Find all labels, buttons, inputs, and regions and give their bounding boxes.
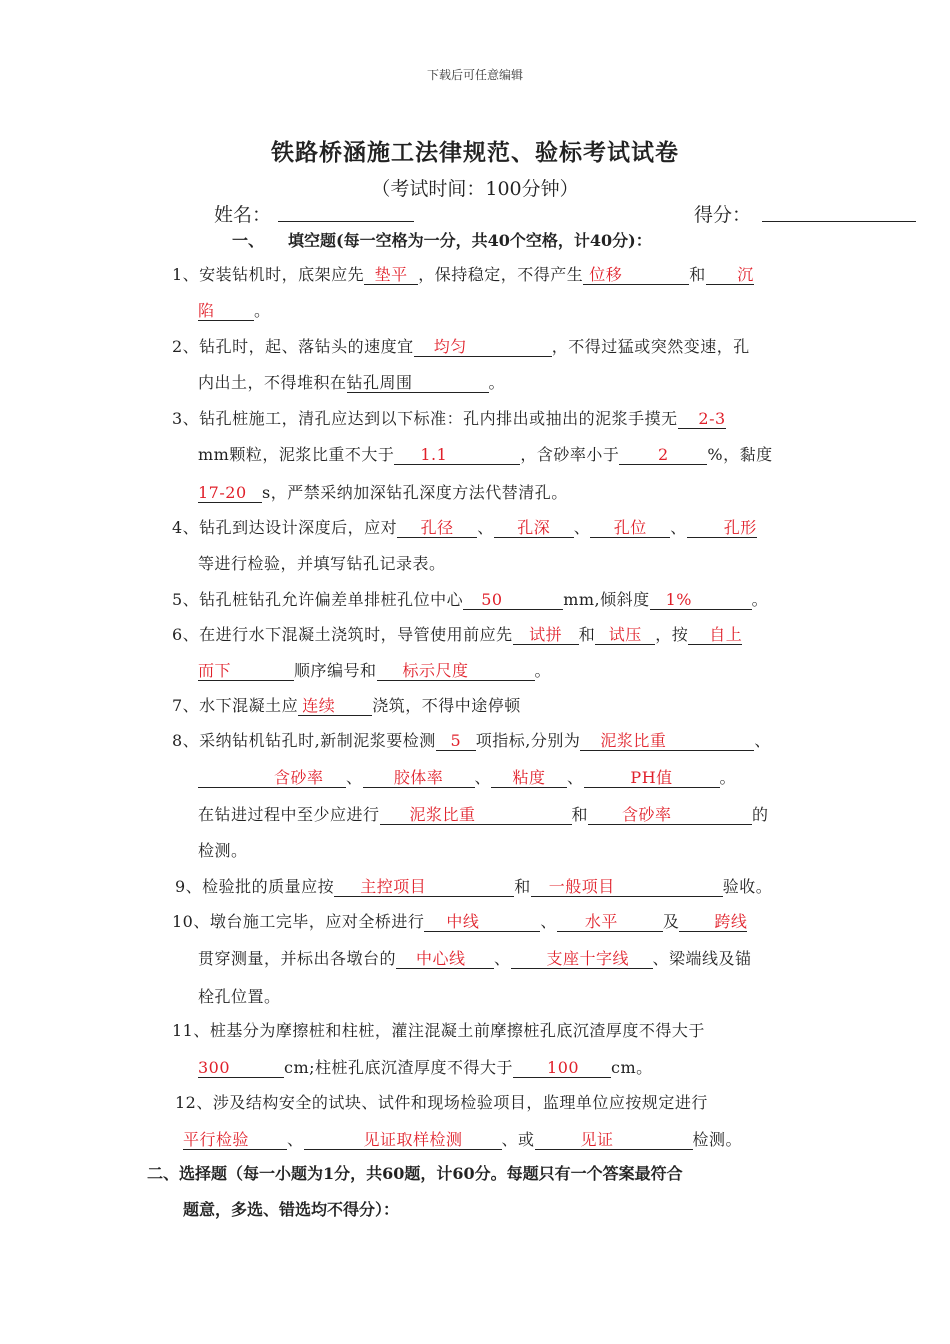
q3-answer-2: 1.1 xyxy=(420,445,448,464)
q6-blank-3b xyxy=(198,662,294,681)
q10-line3 xyxy=(198,984,281,1007)
q1-blank-2 xyxy=(583,266,689,285)
q6-line1 xyxy=(172,622,742,645)
q12-text-a: 12、涉及结构安全的试块、试件和现场检验项目，监理单位应按规定进行 xyxy=(175,1093,708,1112)
q7-text-a: 7、水下混凝土应 xyxy=(172,696,299,715)
q7-blank-1 xyxy=(298,697,372,716)
section2-heading-line2: 题意，多选、错选均不得分）： xyxy=(183,1200,400,1219)
q12-answer-1: 平行检验 xyxy=(183,1130,250,1149)
q7-line1 xyxy=(172,693,521,716)
q10-blank-1 xyxy=(424,913,540,932)
q8-answer-7: 泥浆比重 xyxy=(409,805,476,824)
q2-answer-1: 均匀 xyxy=(433,337,467,356)
q6-text-d: ，按 xyxy=(655,625,689,644)
q6-answer-2: 试压 xyxy=(608,625,642,644)
q4-answer-4: 孔形 xyxy=(723,518,757,537)
q8-line2 xyxy=(198,765,736,788)
q11-line1 xyxy=(172,1018,705,1041)
q8-text-i: 检测。 xyxy=(198,841,248,860)
exam-duration: （考试时间：100分钟） xyxy=(371,178,579,200)
q11-answer-1: 300 xyxy=(198,1058,231,1077)
section1-title: 填空题(每一空格为一分，共40个空格，计40分)： xyxy=(288,231,652,250)
q8-blank-8 xyxy=(588,806,752,825)
q12-text-c: 、或 xyxy=(501,1130,535,1149)
q6-blank-1 xyxy=(513,626,579,645)
q10-blank-5 xyxy=(511,950,653,969)
q2-blank-2 xyxy=(347,374,489,393)
q1-answer-1: 垫平 xyxy=(374,265,408,284)
q1-answer-2: 位移 xyxy=(589,265,623,284)
q10-text-f: 栓孔位置。 xyxy=(198,987,281,1006)
section1-heading xyxy=(232,228,652,251)
section2-heading-line1: 二、选择题（每一小题为1分，共60题，计60分。每题只有一个答案最符合 xyxy=(147,1164,683,1183)
q7-text-c: 浇筑，不得中途停顿 xyxy=(372,696,521,715)
q10-text-c: 及 xyxy=(662,912,680,931)
q3-blank-4 xyxy=(198,484,262,503)
q10-sep-2: 、 xyxy=(494,949,511,968)
q5-line1 xyxy=(172,587,768,610)
q9-text-c: 和 xyxy=(514,877,531,896)
q4-blank-3 xyxy=(590,519,670,538)
q2-text-e: 。 xyxy=(488,373,506,392)
q9-answer-1: 主控项目 xyxy=(360,877,427,896)
q10-text-e: 、梁端线及锚 xyxy=(652,949,752,968)
q8-blank-2 xyxy=(580,732,754,751)
q1-line2 xyxy=(198,298,271,321)
q12-answer-3: 见证 xyxy=(580,1130,614,1149)
exam-title: 铁路桥涵施工法律规范、验标考试试卷 xyxy=(271,139,679,166)
q9-text-a: 9、检验批的质量应按 xyxy=(175,877,335,896)
q6-answer-3b: 而下 xyxy=(198,661,232,680)
q10-answer-3: 跨线 xyxy=(714,912,748,931)
q11-text-d: cm。 xyxy=(611,1058,653,1077)
q10-blank-2 xyxy=(557,913,663,932)
q8-text-h: 的 xyxy=(752,805,769,824)
q6-text-f: 。 xyxy=(534,661,552,680)
q10-line2 xyxy=(198,946,752,969)
q11-text-c: cm;柱桩孔底沉渣厚度不得大于 xyxy=(284,1058,514,1077)
q3-line3 xyxy=(198,480,568,503)
q1-blank-1 xyxy=(364,266,418,285)
q8-text-g: 和 xyxy=(571,805,589,824)
q12-blank-3 xyxy=(535,1131,693,1150)
q8-line1 xyxy=(172,728,771,751)
name-field-line xyxy=(278,221,414,222)
q1-text-c: ，保持稳定，不得产生 xyxy=(418,265,584,284)
q8-line3 xyxy=(198,802,769,825)
q1-text-a: 1、安装钻机时，底架应先 xyxy=(172,265,365,284)
q11-blank-2 xyxy=(513,1059,611,1078)
q10-blank-3 xyxy=(679,913,747,932)
q2-blank-1 xyxy=(414,338,552,357)
q3-line2 xyxy=(198,442,773,465)
q12-blank-1 xyxy=(183,1131,287,1150)
q8-blank-6 xyxy=(584,769,720,788)
q4-blank-1 xyxy=(397,519,477,538)
q11-line2 xyxy=(198,1055,653,1078)
q3-text-d: ，含砂率小于 xyxy=(520,445,620,464)
q9-line1 xyxy=(175,874,772,897)
q10-sep-1: 、 xyxy=(540,912,557,931)
q8-answer-8: 含砂率 xyxy=(622,805,672,824)
q9-answer-2: 一般项目 xyxy=(548,877,615,896)
q8-text-d: 、 xyxy=(754,731,771,750)
q4-blank-4 xyxy=(687,519,757,538)
q5-text-d: 。 xyxy=(751,590,769,609)
q4-text-c: 等进行检验，并填写钻孔记录表。 xyxy=(198,554,446,573)
q10-answer-2: 水平 xyxy=(584,912,618,931)
q1-answer-3b: 陷 xyxy=(198,301,215,320)
q3-answer-1: 2-3 xyxy=(698,409,726,428)
q12-text-d: 检测。 xyxy=(692,1130,743,1149)
q5-answer-1: 50 xyxy=(481,590,503,609)
q2-answer-2: 钻孔周围 xyxy=(346,373,413,392)
q8-answer-5: 粘度 xyxy=(512,768,546,787)
q8-text-a: 8、采纳钻机钻孔时,新制泥浆要检测 xyxy=(172,731,436,750)
q2-text-a: 2、钻孔时，起、落钻头的速度宜 xyxy=(172,337,414,356)
q8-line4 xyxy=(198,838,248,861)
q2-line2 xyxy=(198,370,505,393)
q3-blank-1 xyxy=(678,410,726,429)
score-field-line xyxy=(762,221,916,222)
q1-answer-3a: 沉 xyxy=(737,265,754,284)
q8-blank-4 xyxy=(363,769,475,788)
q4-sep-3: 、 xyxy=(670,518,687,537)
q4-line1 xyxy=(172,515,757,538)
q3-text-e: %，黏度 xyxy=(707,445,773,464)
q6-answer-3a: 自上 xyxy=(709,625,743,644)
q4-sep-1: 、 xyxy=(477,518,494,537)
q12-blank-2 xyxy=(304,1131,502,1150)
q1-line1 xyxy=(172,262,754,285)
q6-blank-2 xyxy=(595,626,655,645)
q12-sep-1: 、 xyxy=(287,1130,304,1149)
q5-answer-2: 1% xyxy=(665,590,693,609)
q3-text-f: s，严禁采纳加深钻孔深度方法代替清孔。 xyxy=(262,483,568,502)
q8-sep-1: 、 xyxy=(346,768,363,787)
q3-answer-3: 2 xyxy=(658,445,669,464)
q4-answer-2: 孔深 xyxy=(517,518,551,537)
q6-line2 xyxy=(198,658,551,681)
q7-answer-1: 连续 xyxy=(302,696,336,715)
q3-text-a: 3、钻孔桩施工，清孔应达到以下标准：孔内排出或抽出的泥浆手摸无 xyxy=(172,409,678,428)
q12-answer-2: 见证取样检测 xyxy=(363,1130,463,1149)
q12-line1 xyxy=(175,1090,708,1113)
q10-answer-4: 中心线 xyxy=(416,949,466,968)
q6-text-c: 和 xyxy=(578,625,596,644)
q1-blank-3b xyxy=(198,302,254,321)
q8-blank-1 xyxy=(436,732,476,751)
section1-number: 一、 xyxy=(232,231,265,250)
q6-text-a: 6、在进行水下混凝土浇筑时，导管使用前应先 xyxy=(172,625,513,644)
q10-line1 xyxy=(172,909,747,932)
q5-blank-1 xyxy=(463,591,563,610)
q3-blank-3 xyxy=(619,446,707,465)
q8-answer-2: 泥浆比重 xyxy=(600,731,667,750)
q12-line2 xyxy=(183,1127,742,1150)
q8-blank-5 xyxy=(491,769,567,788)
q8-text-e: 。 xyxy=(719,768,737,787)
q1-text-d: 和 xyxy=(689,265,706,284)
q6-answer-1: 试拼 xyxy=(529,625,563,644)
q3-line1 xyxy=(172,406,726,429)
q8-blank-7 xyxy=(380,806,572,825)
q8-answer-1: 5 xyxy=(450,731,462,750)
q10-text-d: 贯穿测量，并标出各墩台的 xyxy=(198,949,397,968)
q4-sep-2: 、 xyxy=(573,518,591,537)
q4-text-a: 4、钻孔到达设计深度后，应对 xyxy=(172,518,398,537)
q9-text-d: 验收。 xyxy=(722,877,773,896)
q4-blank-2 xyxy=(494,519,574,538)
q8-sep-3: 、 xyxy=(567,768,584,787)
q1-text-e: 。 xyxy=(254,301,271,320)
q8-text-f: 在钻进过程中至少应进行 xyxy=(198,805,380,824)
q3-text-c: mm颗粒，泥浆比重不大于 xyxy=(198,445,395,464)
q3-answer-4: 17-20 xyxy=(198,483,247,502)
q8-blank-3 xyxy=(198,769,346,788)
q10-answer-1: 中线 xyxy=(446,912,480,931)
q10-blank-4 xyxy=(396,950,494,969)
q8-text-c: 项指标,分别为 xyxy=(475,731,581,750)
q2-line1 xyxy=(172,334,750,357)
q4-line2 xyxy=(198,551,446,574)
q9-blank-1 xyxy=(334,878,514,897)
q3-blank-2 xyxy=(394,446,520,465)
q2-text-d: 内出土，不得堆积在 xyxy=(198,373,347,392)
q8-sep-2: 、 xyxy=(474,768,492,787)
q9-blank-2 xyxy=(531,878,723,897)
q10-text-a: 10、墩台施工完毕，应对全桥进行 xyxy=(172,912,425,931)
q6-text-e: 顺序编号和 xyxy=(294,661,377,680)
q5-text-c: mm,倾斜度 xyxy=(563,590,650,609)
q11-text-a: 11、桩基分为摩擦桩和柱桩，灌注混凝土前摩擦桩孔底沉渣厚度不得大于 xyxy=(172,1021,705,1040)
q8-answer-4: 胶体率 xyxy=(393,768,444,787)
score-label: 得分： xyxy=(694,204,752,226)
q10-answer-5: 支座十字线 xyxy=(546,949,630,968)
q6-answer-4: 标示尺度 xyxy=(402,661,469,680)
name-label: 姓名： xyxy=(214,204,272,226)
q6-blank-3a xyxy=(688,626,742,645)
q8-answer-6: PH值 xyxy=(630,768,673,787)
q6-blank-4 xyxy=(377,662,535,681)
header-note: 下载后可任意编辑 xyxy=(426,68,523,82)
q5-blank-2 xyxy=(650,591,752,610)
q11-answer-2: 100 xyxy=(547,1058,580,1077)
q5-text-a: 5、钻孔桩钻孔允许偏差单排桩孔位中心 xyxy=(172,590,464,609)
q4-answer-1: 孔径 xyxy=(420,518,454,537)
q2-text-c: ，不得过猛或突然变速，孔 xyxy=(551,337,750,356)
q1-blank-3a xyxy=(706,266,754,285)
q11-blank-1 xyxy=(198,1059,284,1078)
q4-answer-3: 孔位 xyxy=(613,518,647,537)
q8-answer-3: 含砂率 xyxy=(274,768,324,787)
